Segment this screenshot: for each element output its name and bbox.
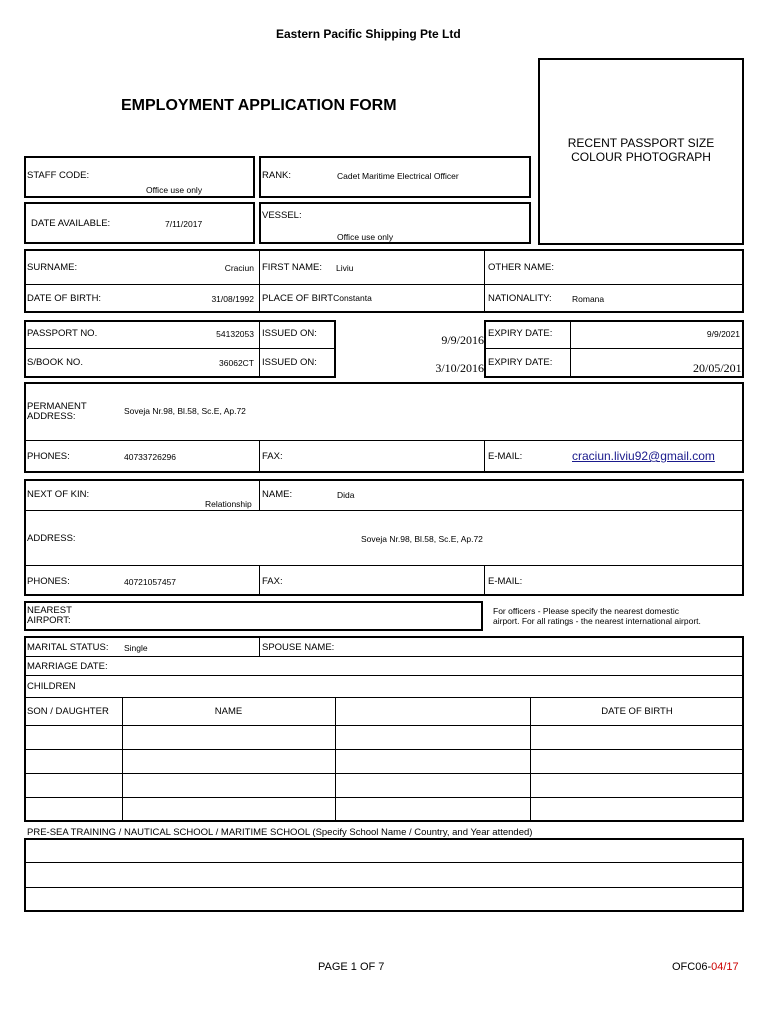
form-code: OFC06-04/17 <box>672 961 739 973</box>
passport-label: PASSPORT NO. <box>27 328 98 339</box>
permanent-label-1: PERMANENT <box>27 401 87 412</box>
col-date-of-birth: DATE OF BIRTH <box>601 706 673 717</box>
personal-box <box>24 249 744 313</box>
relationship-label: Relationship <box>205 499 252 509</box>
kin-address-label: ADDRESS: <box>27 533 76 544</box>
kin-email-label: E-MAIL: <box>488 576 523 587</box>
email-value[interactable]: craciun.liviu92@gmail.com <box>572 449 715 463</box>
place-of-birth-value: Constanta <box>333 293 372 303</box>
passport-value: 54132053 <box>216 329 254 339</box>
email-label: E-MAIL: <box>488 451 523 462</box>
passport-expiry-value: 9/9/2021 <box>706 329 740 339</box>
training-heading: PRE-SEA TRAINING / NAUTICAL SCHOOL / MARITIME SCHOOL (Specify School Name / Country, and Year attended) <box>27 827 533 838</box>
kin-name-value: Dida <box>337 490 355 500</box>
fax-label: FAX: <box>262 451 283 462</box>
sbook-label: S/BOOK NO. <box>27 357 83 368</box>
permanent-label-2: ADDRESS: <box>27 411 76 422</box>
date-available-value: 7/11/2017 <box>165 219 203 229</box>
page-number: PAGE 1 OF 7 <box>318 961 385 973</box>
vessel-box <box>259 202 531 244</box>
office-use-1: Office use only <box>146 185 203 195</box>
phones-value: 40733726296 <box>124 452 177 462</box>
dob-value: 31/08/1992 <box>211 294 254 304</box>
other-name-label: OTHER NAME: <box>488 262 554 273</box>
marital-status-value: Single <box>124 643 148 653</box>
surname-value: Craciun <box>224 263 254 273</box>
airport-label-2: AIRPORT: <box>27 615 71 626</box>
company-name: Eastern Pacific Shipping Pte Ltd <box>276 27 461 41</box>
marriage-date-label: MARRIAGE DATE: <box>27 661 108 672</box>
first-name-label: FIRST NAME: <box>262 262 322 273</box>
airport-label-1: NEAREST <box>27 605 72 616</box>
office-use-2: Office use only <box>337 232 394 242</box>
kin-address-value: Soveja Nr.98, Bl.58, Sc.E, Ap.72 <box>361 534 483 544</box>
passport-issued-label: ISSUED ON: <box>262 328 317 339</box>
next-of-kin-label: NEXT OF KIN: <box>27 489 90 500</box>
form-title: EMPLOYMENT APPLICATION FORM <box>121 97 397 114</box>
staff-code-label: STAFF CODE: <box>27 170 90 181</box>
col-son-daughter: SON / DAUGHTER <box>27 706 109 717</box>
airport-note-1: For officers - Please specify the nearest domestic <box>493 606 679 616</box>
spouse-name-label: SPOUSE NAME: <box>262 642 335 653</box>
rank-value: Cadet Maritime Electrical Officer <box>337 171 459 181</box>
nationality-value: Romana <box>572 294 605 304</box>
nationality-label: NATIONALITY: <box>488 293 552 304</box>
training-box <box>24 838 744 912</box>
sbook-value: 36062CT <box>219 358 254 368</box>
sbook-issued-label: ISSUED ON: <box>262 357 317 368</box>
kin-phones-value: 40721057457 <box>124 577 177 587</box>
date-available-label: DATE AVAILABLE: <box>31 218 111 229</box>
permanent-address-value: Soveja Nr.98, Bl.58, Sc.E, Ap.72 <box>124 406 246 416</box>
airport-note-2: airport. For all ratings - the nearest international airport. <box>493 616 701 626</box>
kin-phones-label: PHONES: <box>27 576 70 587</box>
kin-name-label: NAME: <box>262 489 293 500</box>
photo-text-2: COLOUR PHOTOGRAPH <box>571 150 711 164</box>
family-box <box>24 636 744 822</box>
first-name-value: Liviu <box>336 263 354 273</box>
passport-expiry-label: EXPIRY DATE: <box>488 328 553 339</box>
kin-fax-label: FAX: <box>262 576 283 587</box>
place-of-birth-label: PLACE OF BIRTConstanta <box>262 293 372 304</box>
nearest-airport-box <box>24 601 483 631</box>
sbook-expiry-label: EXPIRY DATE: <box>488 357 553 368</box>
vessel-label: VESSEL: <box>262 210 302 221</box>
form-code-revision: 04/17 <box>711 961 739 973</box>
phones-label: PHONES: <box>27 451 70 462</box>
passport-issued-value: 9/9/2016 <box>441 333 484 347</box>
photo-text-1: RECENT PASSPORT SIZE <box>567 136 715 150</box>
dob-label: DATE OF BIRTH: <box>27 293 102 304</box>
surname-label: SURNAME: <box>27 262 78 273</box>
sbook-issued-value: 3/10/2016 <box>435 361 484 375</box>
col-name: NAME <box>214 706 243 717</box>
rank-label: RANK: <box>262 170 292 181</box>
marital-status-label: MARITAL STATUS: <box>27 642 109 653</box>
children-label: CHILDREN <box>27 681 76 692</box>
sbook-expiry-value: 20/05/201 <box>693 361 742 375</box>
